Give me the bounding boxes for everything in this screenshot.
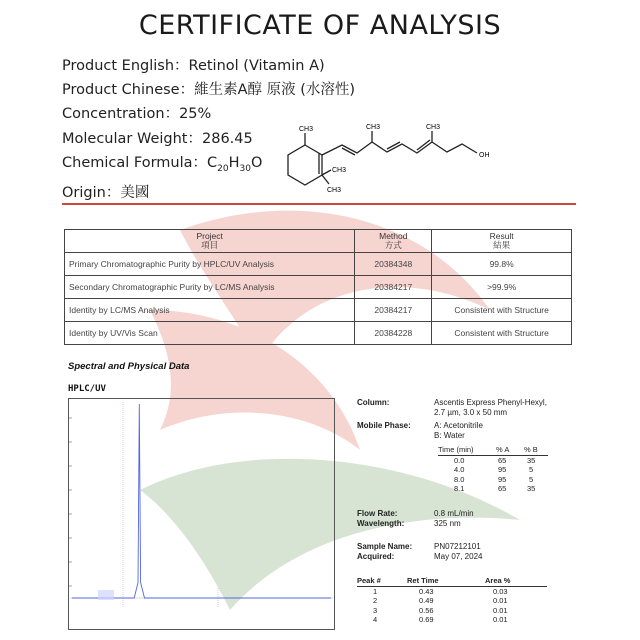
retinol-structure-diagram [285,120,495,200]
table-row: Identity by UV/Vis Scan 20384228 Consistent with Structure [65,322,572,345]
flow-rate-label: Flow Rate: [357,509,398,518]
mobile-phase-label: Mobile Phase: [357,421,411,430]
flow-rate-value: 0.8 mL/min [434,509,474,518]
wavelength-label: Wavelength: [357,519,405,528]
acquired-value: May 07, 2024 [434,552,483,561]
table-row: Primary Chromatographic Purity by HPLC/UV Analysis 20384348 99.8% [65,253,572,276]
ch3-label-4: CH3 [332,167,347,174]
product-chinese-row: Product Chinese：維生素A醇 原液 (水溶性) [62,82,356,99]
acquired-label: Acquired: [357,552,395,561]
column-dimensions: 2.7 µm, 3.0 x 50 mm [434,408,508,417]
peak-row: 2 0.49 0.01 [373,596,508,605]
section-divider [62,203,576,205]
mobile-phase-b: B: Water [434,431,465,440]
ch3-label-5: CH3 [327,187,342,194]
gradient-row: 8.0 95 5 [454,474,534,484]
concentration-row: Concentration：25% [62,106,212,123]
peak-header: Peak # Ret Time Area % [357,576,547,587]
peak-row: 3 0.56 0.01 [373,605,508,615]
wavelength-value: 325 nm [434,519,461,528]
y-axis-ticks [69,418,72,586]
hplc-label: HPLC/UV [68,384,106,394]
gradient-row: 8.1 65 35 [454,484,536,493]
origin-row: Origin：美國 [62,184,150,201]
header-result: Result 結果 [432,230,572,253]
chemical-formula: $C_{20}H_{30}O$ [207,154,263,174]
gradient-row: 4.0 95 5 [454,465,534,474]
results-table [64,229,572,345]
ch3-label-1: CH3 [299,126,314,133]
table-header-row [65,230,572,253]
header-method: Method 方式 [355,230,432,253]
sample-name-value: PN07212101 [434,542,481,551]
peak-table [357,576,547,625]
mobile-phase-a: A: Acetonitrile [434,421,483,430]
column-label: Column: [357,398,390,407]
column-value: Ascentis Express Phenyl-Hexyl, [434,398,547,407]
molecular-weight-row: Molecular Weight：286.45 [62,130,253,147]
header-project: Project 項目 [65,230,355,253]
chemical-formula-row: Chemical Formula：$C_{20}H_{30}O$ [62,154,263,174]
spectral-heading: Spectral and Physical Data [68,361,190,372]
table-row: Secondary Chromatographic Purity by LC/MS Analysis 20384217 >99.9% [65,276,572,299]
hplc-chromatogram [68,398,335,630]
ch3-label-2: CH3 [366,124,381,131]
sample-name-label: Sample Name: [357,542,413,551]
peak-row: 4 0.69 0.01 [373,615,508,624]
table-row: Identity by LC/MS Analysis 20384217 Consistent with Structure [65,299,572,322]
oh-label: OH [479,152,490,159]
chromatogram-trace [72,404,331,598]
gradient-header: Time (min) % A % B [438,445,548,456]
gradient-table [438,445,548,494]
document-title: CERTIFICATE OF ANALYSIS [138,10,502,41]
gradient-row: 0.0 65 35 [454,455,536,465]
product-english-row: Product English：Retinol (Vitamin A) [62,58,325,74]
ch3-label-3: CH3 [426,124,441,131]
peak-row: 1 0.43 0.03 [373,586,508,596]
